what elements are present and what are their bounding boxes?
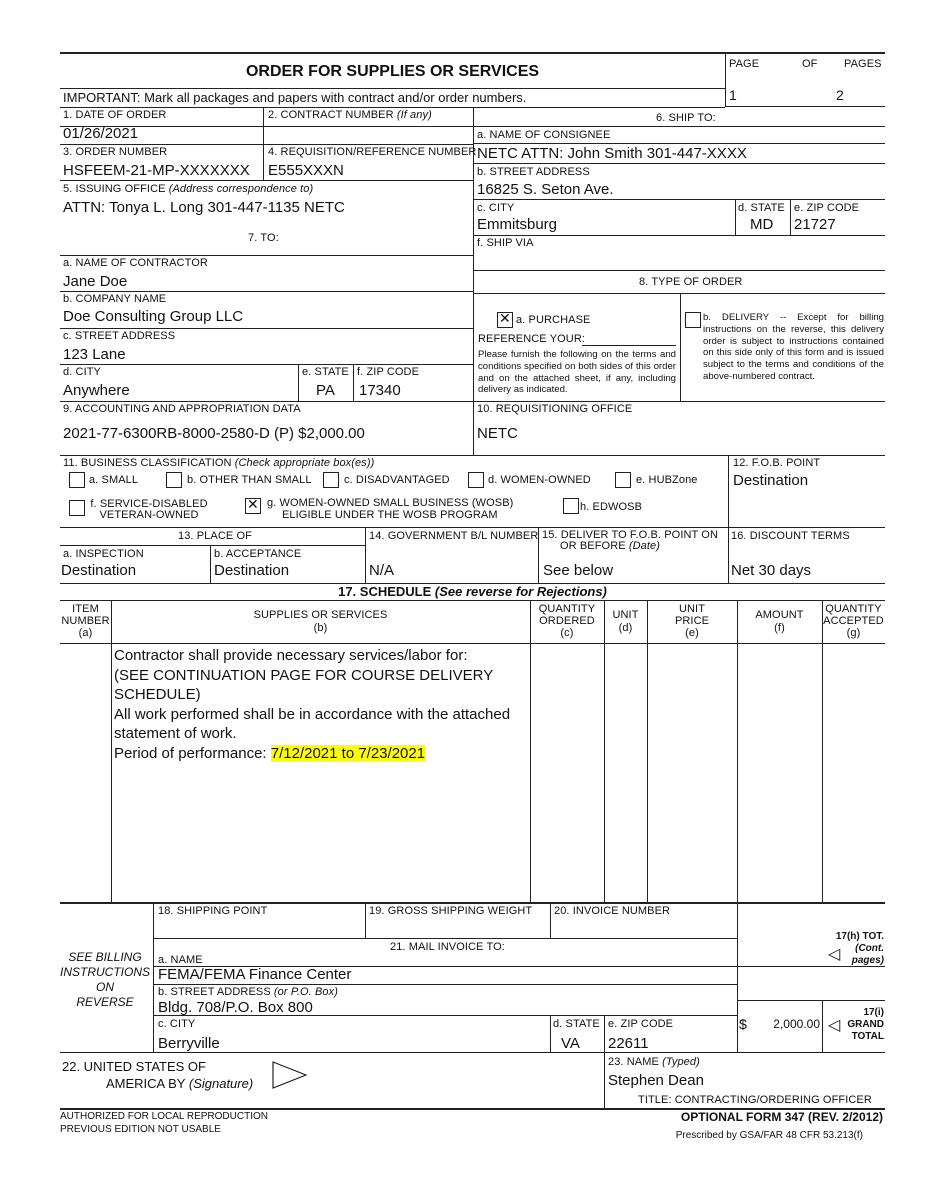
acceptance-label: b. ACCEPTANCE: [214, 548, 302, 560]
of-label: OF: [802, 58, 818, 70]
description-line: statement of work.: [114, 725, 237, 742]
form-number: OPTIONAL FORM 347 (REV. 2/2012): [680, 1110, 883, 1124]
ship-via-label: f. SHIP VIA: [477, 237, 534, 249]
deliver-by-label: 15. DELIVER TO F.O.B. POINT ON OR BEFORE (Date): [542, 529, 718, 552]
ship-city-label: c. CITY: [477, 202, 515, 214]
accounting-value[interactable]: 2021-77-6300RB-8000-2580-D (P) $2,000.00: [63, 425, 365, 442]
col-amount-header: AMOUNT (f): [755, 609, 804, 634]
ship-to-label: 6. SHIP TO:: [656, 112, 716, 124]
edwosb-checkbox[interactable]: [563, 498, 579, 514]
fob-point-label: 12. F.O.B. POINT: [733, 457, 821, 469]
page-number[interactable]: 1: [729, 87, 737, 103]
requisitioning-office-value[interactable]: NETC: [477, 425, 518, 442]
typed-name-label: 23. NAME (Typed): [608, 1056, 700, 1068]
small-checkbox[interactable]: [69, 472, 85, 488]
requisition-number-value[interactable]: E555XXXN: [268, 162, 344, 179]
reference-your-label: REFERENCE YOUR:: [478, 333, 586, 345]
typed-name-value[interactable]: Stephen Dean: [608, 1072, 704, 1089]
purchase-label: a. PURCHASE: [516, 314, 591, 326]
contractor-zip-label: f. ZIP CODE: [357, 366, 420, 378]
deliver-by-value[interactable]: See below: [543, 562, 614, 579]
shipping-point-label: 18. SHIPPING POINT: [158, 905, 268, 917]
billing-instructions: SEE BILLING INSTRUCTIONS ON REVERSE: [60, 950, 150, 1009]
description-line: SCHEDULE): [114, 686, 201, 703]
contractor-zip-value[interactable]: 17340: [359, 382, 401, 399]
business-class-label: 11. BUSINESS CLASSIFICATION (Check appropriate box(es)): [63, 457, 375, 469]
ship-zip-label: e. ZIP CODE: [794, 202, 860, 214]
purchase-terms-text: Please furnish the following on the terms and conditions specified on both sides of this order and on the attached sheet, if any, including delivery as indicated.: [478, 349, 676, 396]
pages-total[interactable]: 2: [836, 87, 844, 103]
invoice-name-value[interactable]: FEMA/FEMA Finance Center: [158, 966, 352, 983]
officer-title: TITLE: CONTRACTING/ORDERING OFFICER: [638, 1094, 872, 1106]
fob-point-value[interactable]: Destination: [733, 472, 809, 489]
disadvantaged-label: c. DISADVANTAGED: [344, 474, 450, 486]
signature-label: 22. UNITED STATES OF AMERICA BY (Signature): [62, 1059, 254, 1091]
contractor-name-label: a. NAME OF CONTRACTOR: [63, 257, 208, 269]
discount-terms-value[interactable]: Net 30 days: [731, 562, 812, 579]
purchase-checkbox[interactable]: [497, 312, 513, 328]
col-unit-header: UNIT (d): [612, 609, 639, 634]
col-supplies-header: SUPPLIES OR SERVICES (b): [253, 609, 388, 634]
invoice-zip-value[interactable]: 22611: [608, 1035, 649, 1052]
company-name-value[interactable]: Doe Consulting Group LLC: [63, 308, 244, 325]
col-quantity-header: QUANTITY ORDERED (c): [538, 603, 596, 639]
bl-number-value[interactable]: N/A: [369, 562, 395, 579]
company-name-label: b. COMPANY NAME: [63, 293, 167, 305]
contractor-state-label: e. STATE: [302, 366, 349, 378]
invoice-zip-label: e. ZIP CODE: [608, 1018, 674, 1030]
reference-line: [582, 345, 676, 346]
delivery-checkbox[interactable]: [685, 312, 701, 328]
women-owned-label: d. WOMEN-OWNED: [488, 474, 591, 486]
requisition-number-label: 4. REQUISITION/REFERENCE NUMBER: [268, 146, 477, 158]
contractor-street-label: c. STREET ADDRESS: [63, 330, 176, 342]
invoice-state-label: d. STATE: [553, 1018, 600, 1030]
consignee-value[interactable]: NETC ATTN: John Smith 301-447-XXXX: [477, 145, 747, 162]
issuing-office-label: 5. ISSUING OFFICE (Address correspondence to): [63, 183, 314, 195]
period-of-performance: Period of performance: 7/12/2021 to 7/23/2021: [114, 744, 426, 762]
contractor-city-value[interactable]: Anywhere: [63, 382, 130, 399]
wosb-label: g. WOMEN-OWNED SMALL BUSINESS (WOSB) ELIGIBLE UNDER THE WOSB PROGRAM: [267, 497, 514, 521]
delivery-terms-text: b. DELIVERY -- Except for billing instructions on the reverse, this delivery order is subject to instructions contained on this side only of this form and is issued subject to the terms and conditions of the above-numbered contract.: [703, 312, 884, 382]
arrow-left-icon: ◁: [828, 1017, 841, 1034]
order-number-label: 3. ORDER NUMBER: [63, 146, 168, 158]
contract-number-label: 2. CONTRACT NUMBER (If any): [268, 109, 432, 121]
important-notice: IMPORTANT: Mark all packages and papers with contract and/or order numbers.: [63, 90, 527, 105]
col-unit-price-header: UNIT PRICE (e): [674, 603, 710, 639]
description-line: (SEE CONTINUATION PAGE FOR COURSE DELIVERY: [114, 666, 494, 684]
hubzone-label: e. HUBZone: [636, 474, 698, 486]
order-number-value[interactable]: HSFEEM-21-MP-XXXXXXX: [63, 162, 250, 179]
contractor-state-value[interactable]: PA: [316, 382, 335, 399]
col-item-header: ITEM NUMBER (a): [61, 603, 110, 639]
grand-total-value[interactable]: 2,000.00: [773, 1017, 820, 1031]
requisitioning-office-label: 10. REQUISITIONING OFFICE: [477, 403, 633, 415]
reproduction-notice: AUTHORIZED FOR LOCAL REPRODUCTION PREVIOUS EDITION NOT USABLE: [60, 1111, 268, 1135]
invoice-city-label: c. CITY: [158, 1018, 196, 1030]
contractor-street-value[interactable]: 123 Lane: [63, 346, 126, 363]
sdvo-label: f. SERVICE-DISABLED VETERAN-OWNED: [90, 498, 208, 521]
other-than-small-checkbox[interactable]: [166, 472, 182, 488]
prescribed-by: Prescribed by GSA/FAR 48 CFR 53.213(f): [675, 1130, 863, 1141]
description-line: All work performed shall be in accordance with the attached: [114, 705, 511, 723]
ship-state-label: d. STATE: [738, 202, 785, 214]
inspection-label: a. INSPECTION: [63, 548, 144, 560]
ship-street-value[interactable]: 16825 S. Seton Ave.: [477, 181, 614, 198]
ship-street-label: b. STREET ADDRESS: [477, 166, 590, 178]
period-dates-highlight: 7/12/2021 to 7/23/2021: [270, 744, 426, 762]
ship-zip-value[interactable]: 21727: [794, 216, 836, 233]
disadvantaged-checkbox[interactable]: [323, 472, 339, 488]
mail-invoice-label: 21. MAIL INVOICE TO:: [390, 941, 505, 953]
invoice-name-label: a. NAME: [158, 954, 203, 966]
contractor-name-value[interactable]: Jane Doe: [63, 273, 128, 290]
ship-state-value[interactable]: MD: [750, 216, 774, 233]
invoice-street-label: b. STREET ADDRESS (or P.O. Box): [158, 986, 338, 998]
acceptance-value[interactable]: Destination: [214, 562, 290, 579]
accounting-label: 9. ACCOUNTING AND APPROPRIATION DATA: [63, 403, 301, 415]
page-label: PAGE: [729, 58, 760, 70]
place-of-label: 13. PLACE OF: [178, 530, 252, 542]
ship-city-value[interactable]: Emmitsburg: [477, 216, 558, 233]
discount-terms-label: 16. DISCOUNT TERMS: [731, 530, 850, 542]
small-label: a. SMALL: [89, 474, 139, 486]
dollar-sign: $: [739, 1016, 747, 1032]
col-accepted-header: QUANTITY ACCEPTED (g): [823, 603, 884, 639]
arrow-left-icon: ◁: [828, 946, 841, 963]
pages-label: PAGES: [844, 58, 882, 70]
issuing-office-value[interactable]: ATTN: Tonya L. Long 301-447-1135 NETC: [63, 199, 345, 216]
inspection-value[interactable]: Destination: [61, 562, 137, 579]
date-of-order-label: 1. DATE OF ORDER: [63, 109, 167, 121]
signature-arrow-icon: [271, 1060, 309, 1090]
to-label: 7. TO:: [248, 232, 279, 244]
form-title: ORDER FOR SUPPLIES OR SERVICES: [245, 63, 540, 80]
edwosb-label: h. EDWOSB: [580, 501, 643, 513]
bl-number-label: 14. GOVERNMENT B/L NUMBER: [369, 530, 539, 542]
other-than-small-label: b. OTHER THAN SMALL: [187, 474, 312, 486]
hubzone-checkbox[interactable]: [615, 472, 631, 488]
type-of-order-label: 8. TYPE OF ORDER: [639, 276, 743, 288]
women-owned-checkbox[interactable]: [468, 472, 484, 488]
grand-total-label: 17(i) GRAND TOTAL: [847, 1007, 884, 1042]
gross-weight-label: 19. GROSS SHIPPING WEIGHT: [369, 905, 533, 917]
sdvo-checkbox[interactable]: [69, 500, 85, 516]
invoice-state-value[interactable]: VA: [561, 1035, 580, 1052]
invoice-number-label: 20. INVOICE NUMBER: [554, 905, 671, 917]
description-line: Contractor shall provide necessary services/labor for:: [114, 647, 468, 664]
date-of-order-value[interactable]: 01/26/2021: [63, 125, 139, 142]
total-continued-label: 17(h) TOT. (Cont. pages): [835, 931, 884, 966]
invoice-city-value[interactable]: Berryville: [158, 1035, 220, 1052]
consignee-label: a. NAME OF CONSIGNEE: [477, 129, 611, 141]
wosb-checkbox[interactable]: [245, 498, 261, 514]
invoice-street-value[interactable]: Bldg. 708/P.O. Box 800: [158, 999, 313, 1016]
contractor-city-label: d. CITY: [63, 366, 101, 378]
schedule-heading: 17. SCHEDULE (See reverse for Rejections): [338, 584, 607, 599]
supplies-description[interactable]: [114, 646, 510, 763]
